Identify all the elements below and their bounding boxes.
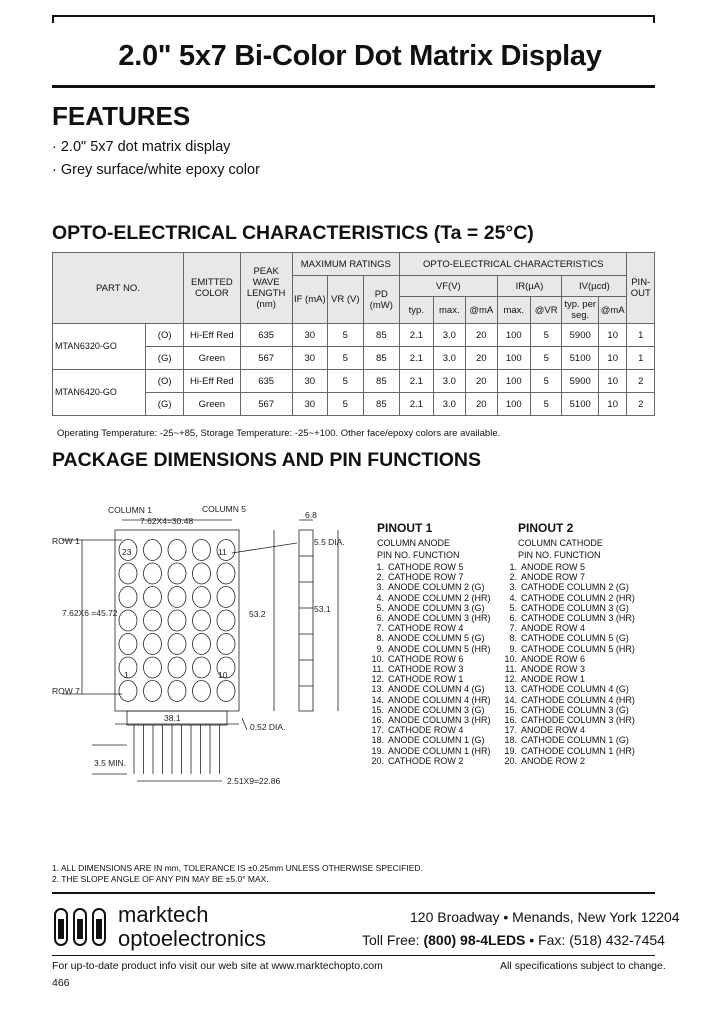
pinout1-title: PINOUT 1 [377, 521, 433, 535]
pin-function-row: 17. CATHODE ROW 4 [371, 725, 464, 736]
led-dot [193, 657, 211, 678]
pin-function-row: 6. ANODE COLUMN 3 (HR) [376, 613, 491, 624]
pin-function-row: 8. ANODE COLUMN 5 (G) [376, 633, 485, 644]
feature-item: · 2.0" 5x7 dot matrix display [52, 139, 231, 155]
dim-pin-dia: 0.52 DIA. [250, 722, 286, 732]
dim-height-left: 7.62X6 =45.72 [62, 608, 118, 618]
brand-subtitle: optoelectronics [118, 926, 266, 951]
pin-function-row: 18. CATHODE COLUMN 1 (G) [504, 735, 629, 746]
pin-function-row: 9. ANODE COLUMN 5 (HR) [376, 643, 491, 654]
led-dot [168, 563, 186, 584]
pin-function-row: 7. CATHODE ROW 4 [376, 623, 464, 634]
led-dot [217, 563, 235, 584]
col-iv-typ: typ. per seg. [562, 297, 599, 324]
pin-function-row: 1. CATHODE ROW 5 [376, 562, 464, 572]
pin-function-row: 14. ANODE COLUMN 4 (HR) [371, 694, 491, 705]
led-dot [119, 610, 137, 631]
pinout2-subtitle: COLUMN CATHODE [518, 538, 603, 548]
dim-column1: COLUMN 1 [108, 505, 152, 515]
led-dot [144, 681, 162, 702]
pin-function-row: 15. ANODE COLUMN 3 (G) [371, 704, 485, 715]
led-dot [168, 540, 186, 561]
dim-row7: ROW 7 [52, 686, 80, 696]
package-drawing [52, 498, 367, 798]
pin-function-row: 12. ANODE ROW 1 [504, 674, 586, 685]
led-dot [119, 587, 137, 608]
led-dot [144, 540, 162, 561]
led-dot [217, 681, 235, 702]
pin-function-row: 15. CATHODE COLUMN 3 (G) [504, 704, 629, 715]
pin-label-23: 23 [122, 547, 132, 557]
col-opto: OPTO-ELECTRICAL CHARACTERISTICS [400, 253, 627, 276]
led-dot [119, 634, 137, 655]
led-dot [168, 587, 186, 608]
col-ir: IR(µA) [497, 276, 562, 297]
page-title: 2.0" 5x7 Bi-Color Dot Matrix Display [118, 40, 602, 72]
dim-dot-dia: 5.5 DIA. [314, 537, 345, 547]
led-dot [168, 634, 186, 655]
pin-function-row: 18. ANODE COLUMN 1 (G) [371, 735, 485, 746]
pin-function-row: 7. ANODE ROW 4 [509, 623, 586, 634]
dim-right: 6.8 [305, 510, 317, 520]
table-row: MTAN6320-GO (O) Hi-Eff Red 635 30 5 85 2.1 3.0 20 100 5 5900 10 1 [53, 324, 655, 347]
pin-function-row: 11. CATHODE ROW 3 [372, 664, 464, 675]
col-iv: IV(µcd) [562, 276, 627, 297]
pin-function-row: 4. ANODE COLUMN 2 (HR) [376, 592, 491, 603]
part-number: MTAN6420-GO [53, 370, 146, 416]
pin-function-row: 6. CATHODE COLUMN 3 (HR) [509, 613, 635, 624]
display-body-outline [115, 530, 239, 711]
led-dot [119, 563, 137, 584]
website-note: For up-to-date product info visit our web site at www.marktechopto.com [52, 960, 383, 972]
led-dot [193, 563, 211, 584]
pin-function-row: 19. ANODE COLUMN 1 (HR) [371, 745, 491, 756]
col-vf: VF(V) [400, 276, 497, 297]
led-dot [144, 563, 162, 584]
table-row: MTAN6420-GO (O) Hi-Eff Red 635 30 5 85 2.1 3.0 20 100 5 5900 10 2 [53, 370, 655, 393]
pin-function-row: 9. CATHODE COLUMN 5 (HR) [509, 643, 635, 654]
col-if: IF (mA) [292, 276, 328, 324]
dim-bottom-width: 38.1 [164, 713, 181, 723]
part-number: MTAN6320-GO [53, 324, 146, 370]
pin-function-row: 20. ANODE ROW 2 [504, 755, 586, 766]
led-dot [144, 657, 162, 678]
col-vf-typ: typ. [400, 297, 433, 324]
dim-column5: COLUMN 5 [202, 504, 246, 514]
pin-function-row: 5. ANODE COLUMN 3 (G) [376, 602, 485, 613]
pin-function-row: 13. CATHODE COLUMN 4 (G) [504, 684, 629, 695]
address: 120 Broadway • Menands, New York 12204 [410, 909, 680, 925]
pin-label-10: 10 [218, 670, 228, 680]
marktech-logo-icon [52, 903, 110, 949]
characteristics-heading: OPTO-ELECTRICAL CHARACTERISTICS (Ta = 25°C) [52, 222, 534, 244]
pin-function-row: 3. ANODE COLUMN 2 (G) [376, 582, 485, 593]
dimension-note: 2. THE SLOPE ANGLE OF ANY PIN MAY BE ±5.0° MAX. [52, 874, 269, 884]
led-dot [193, 610, 211, 631]
table-row: (G) Green 567 30 5 85 2.1 3.0 20 100 5 5100 10 1 [53, 347, 655, 370]
pin-function-row: 16. CATHODE COLUMN 3 (HR) [504, 715, 635, 726]
pin-row [134, 725, 220, 774]
brand-name: marktech [118, 902, 209, 927]
footer-rule [52, 892, 655, 894]
top-rule [52, 15, 655, 17]
characteristics-table [52, 252, 655, 416]
top-rule-tick-right [653, 15, 655, 23]
dim-min-len: 3.5 MIN. [94, 758, 127, 768]
pinout2-title: PINOUT 2 [518, 521, 574, 535]
pin-function-row: 10. CATHODE ROW 6 [371, 653, 464, 664]
dim-pitch: 2.51X9=22.86 [227, 776, 281, 786]
pin-function-row: 10. ANODE ROW 6 [504, 653, 586, 664]
dim-height-mid: 53.2 [249, 609, 266, 619]
pin-function-row: 2. CATHODE ROW 7 [376, 572, 464, 583]
pinout1-subtitle: COLUMN ANODE [377, 538, 451, 548]
title-rule [52, 85, 655, 88]
col-vr: VR (V) [328, 276, 364, 324]
led-dot [193, 587, 211, 608]
led-dot [168, 610, 186, 631]
pin-function-row: 4. CATHODE COLUMN 2 (HR) [509, 592, 635, 603]
col-iv-ma: @mA [598, 297, 626, 324]
pin-function-row: 3. CATHODE COLUMN 2 (G) [509, 582, 629, 593]
col-max-ratings: MAXIMUM RATINGS [292, 253, 400, 276]
pinout1-list [362, 562, 491, 766]
led-dot [144, 610, 162, 631]
led-dot [217, 634, 235, 655]
led-dot [168, 657, 186, 678]
led-dot [193, 681, 211, 702]
led-dot [217, 610, 235, 631]
temperature-note: Operating Temperature: -25~+85, Storage Temperature: -25~+100. Other face/epoxy colors are available. [57, 428, 501, 439]
led-dot [217, 587, 235, 608]
pin-function-row: 11. ANODE ROW 3 [505, 664, 586, 675]
pin-function-row: 2. ANODE ROW 7 [509, 572, 586, 583]
pin-label-1: 1 [124, 670, 129, 680]
spec-note: All specifications subject to change. [500, 960, 666, 972]
pin-function-row: 17. ANODE ROW 4 [504, 725, 586, 736]
col-ir-vr: @VR [530, 297, 561, 324]
pinout2-header: PIN NO. FUNCTION [518, 550, 601, 560]
pin-function-row: 19. CATHODE COLUMN 1 (HR) [504, 745, 635, 756]
pin-function-row: 16. ANODE COLUMN 3 (HR) [371, 715, 491, 726]
led-dot [144, 634, 162, 655]
led-dot [119, 681, 137, 702]
pin-function-row: 5. CATHODE COLUMN 3 (G) [509, 602, 629, 613]
col-ir-max: max. [497, 297, 530, 324]
pin-function-row: 8. CATHODE COLUMN 5 (G) [509, 633, 629, 644]
led-dot [193, 634, 211, 655]
features-heading: FEATURES [52, 101, 191, 131]
table-row: (G) Green 567 30 5 85 2.1 3.0 20 100 5 5100 10 2 [53, 393, 655, 416]
col-vf-ma: @mA [466, 297, 497, 324]
pin-function-row: 13. ANODE COLUMN 4 (G) [371, 684, 485, 695]
dim-width: 7.62X4=30.48 [140, 516, 194, 526]
col-part-no: PART NO. [53, 253, 184, 324]
col-pd: PD (mW) [363, 276, 400, 324]
feature-item: · Grey surface/white epoxy color [52, 162, 260, 178]
contact-line: Toll Free: (800) 98-4LEDS • Fax: (518) 432-7454 [362, 932, 665, 948]
pin-function-row: 20. CATHODE ROW 2 [371, 755, 464, 766]
led-dot [144, 587, 162, 608]
col-vf-max: max. [433, 297, 465, 324]
pin-function-row: 14. CATHODE COLUMN 4 (HR) [504, 694, 635, 705]
dim-height-right: 53.1 [314, 604, 331, 614]
package-heading: PACKAGE DIMENSIONS AND PIN FUNCTIONS [52, 449, 482, 471]
pinout1-header: PIN NO. FUNCTION [377, 550, 460, 560]
pinout2-list [495, 562, 635, 766]
page-number: 466 [52, 977, 70, 989]
pin-function-row: 12. CATHODE ROW 1 [371, 674, 464, 685]
pin-function-row: 1. ANODE ROW 5 [509, 562, 586, 572]
led-dot [193, 540, 211, 561]
col-peak-wave: PEAK WAVE LENGTH (nm) [240, 253, 292, 324]
dim-row1: ROW 1 [52, 536, 80, 546]
dimension-note: 1. ALL DIMENSIONS ARE IN mm, TOLERANCE IS ±0.25mm UNLESS OTHERWISE SPECIFIED. [52, 863, 423, 873]
top-rule-tick-left [52, 15, 54, 23]
col-emitted-color: EMITTED COLOR [183, 253, 240, 324]
footer-rule-bottom [52, 955, 655, 956]
led-dot [168, 681, 186, 702]
side-view-outline [299, 530, 313, 711]
col-pin-out: PIN-OUT [627, 253, 655, 324]
pin-label-11: 11 [218, 547, 227, 557]
